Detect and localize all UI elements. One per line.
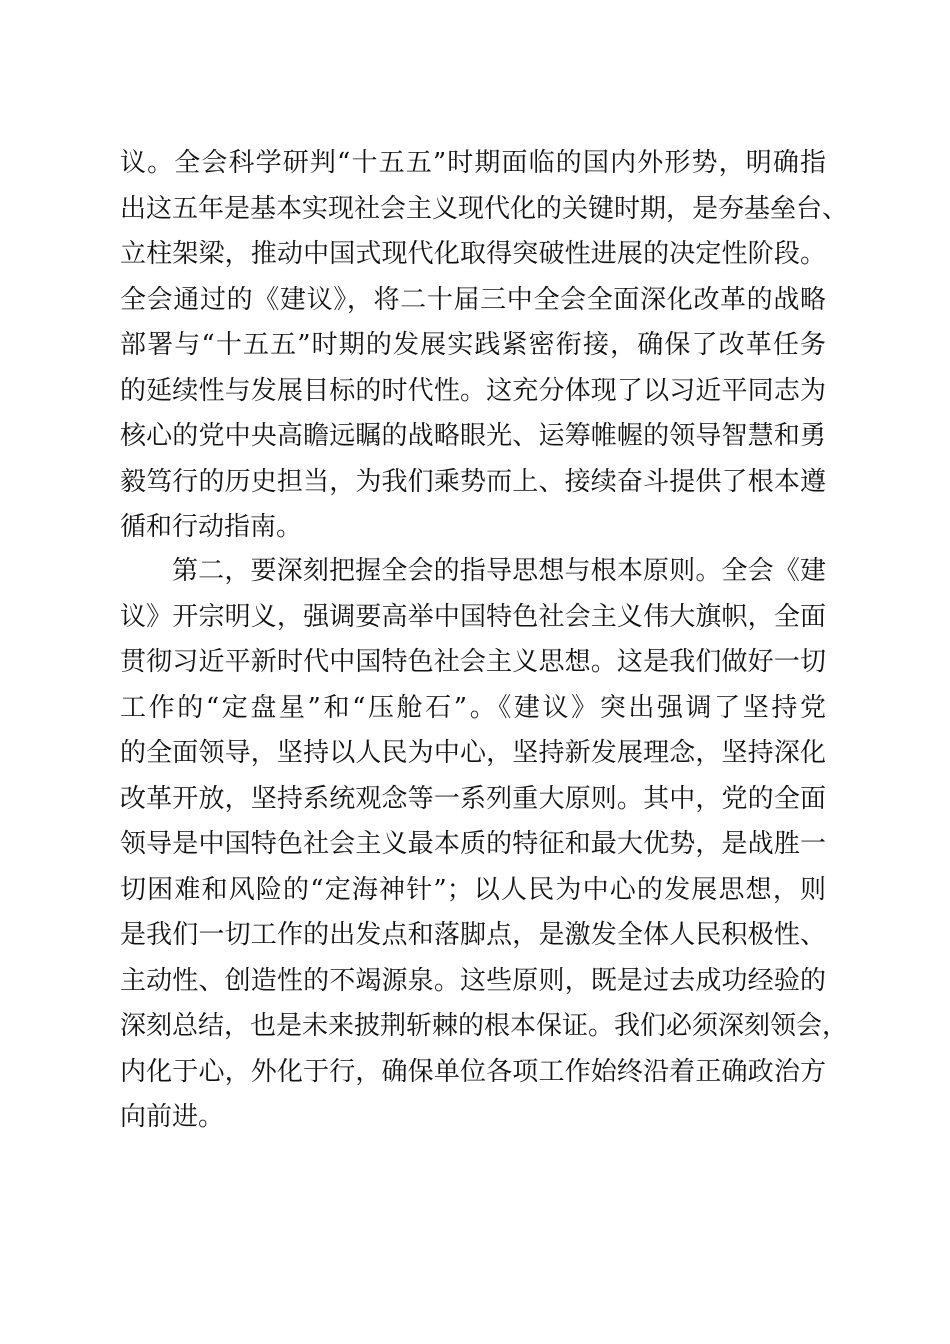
paragraph-line: 出这五年是基本实现社会主义现代化的关键时期，是夯基垒台、: [120, 193, 849, 224]
paragraph-line: 立柱架梁，推动中国式现代化取得突破性进展的决定性阶段。: [120, 239, 826, 269]
paragraph-line: 的延续性与发展目标的时代性。这充分体现了以习近平同志为: [120, 375, 826, 406]
paragraph-1: [120, 141, 849, 551]
paragraph-line: 切困难和风险的“定海神针”；以人民为中心的发展思想，则: [120, 874, 826, 905]
paragraph-line: 全会通过的《建议》，将二十届三中全会全面深化改革的战略: [120, 284, 826, 315]
paragraph-line: 主动性、创造性的不竭源泉。这些原则，既是过去成功经验的: [120, 965, 826, 996]
paragraph-line: 内化于心，外化于行，确保单位各项工作始终沿着正确政治方: [120, 1056, 826, 1087]
paragraph-line: 核心的党中央高瞻远瞩的战略眼光、运筹帷幄的领导智慧和勇: [120, 421, 826, 451]
paragraph-line: 循和行动指南。: [120, 512, 303, 542]
paragraph-line: 工作的“定盘星”和“压舱石”。《建议》突出强调了坚持党: [120, 692, 826, 723]
paragraph-line: 议。全会科学研判“十五五”时期面临的国内外形势，明确指: [120, 148, 826, 178]
paragraph-line: 第二，要深刻把握全会的指导思想与根本原则。全会《建: [172, 556, 826, 586]
paragraph-line: 的全面领导，坚持以人民为中心，坚持新发展理念，坚持深化: [120, 738, 826, 768]
paragraph-2: [120, 549, 849, 1141]
paragraph-line: 部署与“十五五”时期的发展实践紧密衔接，确保了改革任务: [120, 330, 826, 360]
paragraph-line: 是我们一切工作的出发点和落脚点，是激发全体人民积极性、: [120, 920, 826, 950]
paragraph-line: 改革开放，坚持系统观念等一系列重大原则。其中，党的全面: [120, 783, 826, 814]
paragraph-line: 议》开宗明义，强调要高举中国特色社会主义伟大旗帜，全面: [120, 601, 826, 632]
paragraph-line: 向前进。: [120, 1102, 225, 1132]
paragraph-line: 领导是中国特色社会主义最本质的特征和最大优势，是战胜一: [120, 829, 826, 859]
paragraph-line: 深刻总结，也是未来披荆斩棘的根本保证。我们必须深刻领会，: [120, 1011, 849, 1041]
paragraph-line: 贯彻习近平新时代中国特色社会主义思想。这是我们做好一切: [120, 647, 826, 677]
paragraph-line: 毅笃行的历史担当，为我们乘势而上、接续奋斗提供了根本遵: [120, 466, 826, 497]
